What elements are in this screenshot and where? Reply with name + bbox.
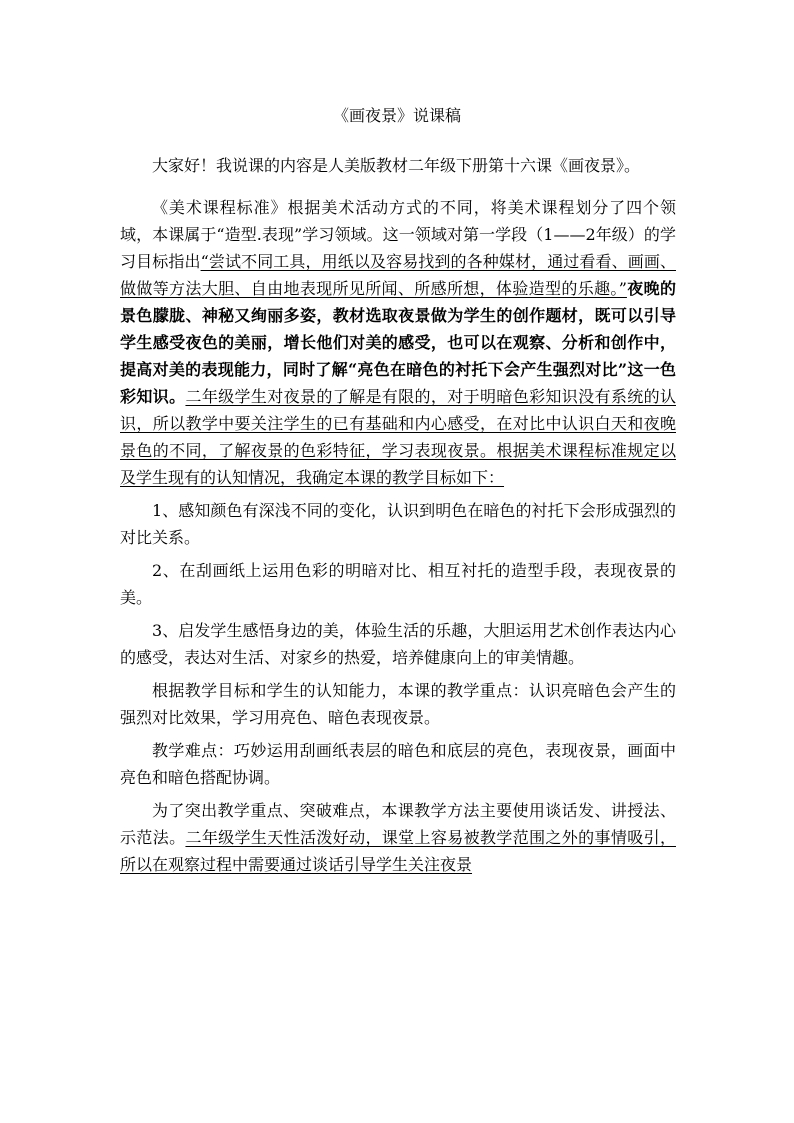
goal-item-2: 2、在刮画纸上运用色彩的明暗对比、相互衬托的造型手段，表现夜景的美。: [120, 561, 676, 607]
curriculum-text: 《美术课程标准》根据美术活动方式的不同，将美术课程划分了四个领域，本课属于“造型.表现”学习领域。这一领域对第一学段（1——2年级）的学习目标指出: [120, 198, 676, 271]
document-body: [120, 148, 676, 884]
document-title: 《画夜景》说课稿: [332, 106, 461, 125]
key-point-paragraph: 根据教学目标和学生的认知能力，本课的教学重点：认识亮暗色会产生的强烈对比效果，学习用亮色、暗色表现夜景。: [120, 681, 676, 727]
content-analysis-text: 夜晚的景色朦胧、神秘又绚丽多姿，教材选取夜景做为学生的创作题材，既可以引导学生感受夜色的美丽，增长他们对美的感受，也可以在观察、分析和创作中，提高对美的表现能力，同时了解“亮色在暗色的衬托下会产生强烈对比”这一色彩知识。: [120, 279, 676, 406]
intro-paragraph: 大家好！我说课的内容是人美版教材二年级下册第十六课《画夜景》。: [152, 156, 641, 175]
curriculum-quote: “尝试不同工具，用纸以及容易找到的各种媒材，通过看看、画画、做做等方法大胆、自由地表现所见所闻、所感所想，体验造型的乐趣。”: [120, 252, 676, 298]
student-analysis-text: 二年级学生对夜景的了解是有限的，对于明暗色彩知识没有系统的认识，所以教学中要关注学生的已有基础和内心感受，在对比中认识白天和夜晚景色的不同，了解夜景的色彩特征，学习表现夜景。根据美术课程标准规定以及学生现有的认知情况，我确定本课的教学目标如下：: [120, 387, 676, 487]
methods-paragraph: [120, 797, 676, 878]
goal-item-3: 3、启发学生感悟身边的美，体验生活的乐趣，大胆运用艺术创作表达内心的感受，表达对生活、对家乡的热爱，培养健康向上的审美情趣。: [120, 621, 676, 667]
difficulty-paragraph: 教学难点：巧妙运用刮画纸表层的暗色和底层的亮色，表现夜景，画面中亮色和暗色搭配协调。: [120, 741, 676, 787]
methods-rationale-text: 二年级学生天性活泼好动，课堂上容易被教学范围之外的事情吸引，所以在观察过程中需要通过谈话引导学生关注夜景: [120, 828, 676, 874]
methods-text: 为了突出教学重点、突破难点，本课教学方法主要使用谈话发、讲授法、示范法。: [120, 801, 676, 847]
goal-item-1: 1、感知颜色有深浅不同的变化，认识到明色在暗色的衬托下会形成强烈的对比关系。: [120, 501, 676, 547]
curriculum-paragraph: [120, 194, 676, 491]
